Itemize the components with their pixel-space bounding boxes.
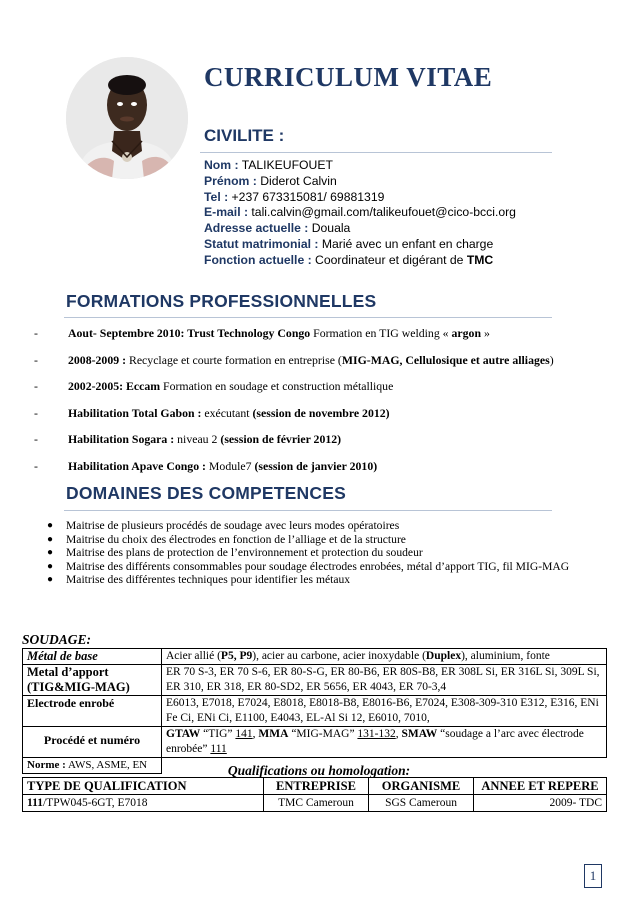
list-item: ● Maitrise de plusieurs procédés de soudage avec leurs modes opératoires [47, 519, 400, 532]
column-header: TYPE DE QUALIFICATION [23, 778, 264, 795]
document-title: CURRICULUM VITAE [204, 62, 493, 92]
civilite-email [204, 205, 516, 221]
list-item: ● Maitrise des plans de protection de l’environnement et protection du soudeur [47, 546, 423, 560]
table-row [23, 665, 607, 696]
civilite-value: Douala [308, 221, 351, 236]
civilite-label: Nom : [204, 158, 239, 172]
table-cell: Metal d’apport (TIG&MIG-MAG) [23, 665, 162, 696]
civilite-list [204, 158, 516, 269]
soudage-heading: SOUDAGE: [22, 632, 92, 647]
civilite-label: Adresse actuelle : [204, 221, 309, 236]
civilite-value: Coordinateur et digérant de [311, 252, 467, 267]
table-cell: Norme : AWS, ASME, EN [23, 758, 162, 774]
civilite-prenom [204, 174, 516, 190]
column-header: ENTREPRISE [264, 778, 369, 795]
table-cell: 2009- TDC [474, 795, 607, 812]
civilite-suffix: TMC [466, 252, 494, 267]
table-cell: Métal de base [23, 649, 162, 665]
civilite-label: Prénom : [204, 173, 257, 188]
civilite-label: E-mail : [204, 205, 249, 220]
list-item: ● Maitrise des différents consommables pour soudage électrodes enrobées, métal d’apport TIG, fil MIG-MAG [47, 559, 570, 573]
table-cell: Electrode enrobé [23, 696, 162, 727]
civilite-divider [200, 152, 552, 153]
list-item: - 2008-2009 : Recyclage et courte formation en entreprise (MIG-MAG, Cellulosique et autre alliages) [34, 352, 554, 367]
table-cell: Acier allié (P5, P9), acier au carbone, acier inoxydable (Duplex), aluminium, fonte [162, 649, 607, 665]
list-item: ● Maitrise du choix des électrodes en fonction de l’alliage et de la structure [47, 532, 406, 546]
qualifications-table [22, 777, 607, 812]
civilite-label: Tel : [204, 189, 229, 204]
table-cell: SGS Cameroun [369, 795, 474, 812]
table-header-row [23, 778, 607, 795]
formations-list [34, 326, 624, 486]
competences-divider [64, 510, 552, 511]
list-item: ● Maitrise des différentes techniques pour identifier les métaux [47, 573, 351, 587]
civilite-value: Marié avec un enfant en charge [318, 236, 494, 251]
table-cell: E6013, E7018, E7024, E8018, E8018-B8, E8016-B6, E7024, E308-309-310 E312, E316, ENi Fe Ci, ENi Ci, E1100, E4043, EL-Al Si 12, E6010, 7010, [162, 696, 607, 727]
formations-divider [64, 317, 552, 318]
table-row [23, 795, 607, 812]
table-cell: GTAW “TIG” 141, MMA “MIG-MAG” 131-132, SMAW “soudage a l’arc avec électrode enrobée” 111 [162, 727, 607, 758]
civilite-statut [204, 237, 516, 253]
page-number: 1 [584, 864, 602, 888]
list-item: - 2002-2005: Eccam Formation en soudage et construction métallique [34, 379, 394, 394]
list-item: - Aout- Septembre 2010: Trust Technology Congo Formation en TIG welding « argon » [34, 326, 490, 340]
civilite-nom [204, 158, 516, 174]
civilite-label: Statut matrimonial : [204, 236, 319, 251]
civilite-label: Fonction actuelle : [204, 252, 312, 267]
table-cell: 111/TPW045-6GT, E7018 [23, 795, 264, 812]
list-item: - Habilitation Apave Congo : Module7 (session de janvier 2010) [34, 458, 378, 473]
column-header: ANNEE ET REPERE [474, 778, 607, 795]
civilite-value: Diderot Calvin [256, 173, 337, 188]
soudage-table [22, 648, 607, 774]
table-cell: Procédé et numéro [23, 727, 162, 758]
profile-photo [66, 57, 188, 179]
email-value[interactable]: tali.calvin@gmail.com/talikeufouet@cico-bcci.org [248, 205, 516, 220]
competences-heading: DOMAINES DES COMPETENCES [66, 483, 346, 503]
civilite-adresse [204, 221, 516, 237]
civilite-tel [204, 190, 516, 206]
civilite-value: TALIKEUFOUET [238, 158, 333, 172]
civilite-value: +237 673315081/ 69881319 [228, 189, 385, 204]
list-item: - Habilitation Sogara : niveau 2 (session de février 2012) [34, 432, 342, 447]
table-cell: ER 70 S-3, ER 70 S-6, ER 80-S-G, ER 80-B6, ER 80S-B8, ER 308L Si, ER 316L Si, 309L Si, ER 310, ER 318, ER 80-SD2, ER 5656, ER 4043, ER 70-3,4 [162, 665, 607, 696]
qualifications-heading: Qualifications ou homologation: [227, 763, 411, 778]
civilite-heading: CIVILITE : [204, 126, 285, 145]
column-header: ORGANISME [369, 778, 474, 795]
table-row [23, 649, 607, 665]
civilite-fonction [204, 253, 516, 269]
list-item: - Habilitation Total Gabon : exécutant (session de novembre 2012) [34, 405, 390, 420]
table-row [23, 696, 607, 727]
formations-heading: FORMATIONS PROFESSIONNELLES [66, 291, 377, 311]
competences-list [44, 519, 604, 587]
table-cell: TMC Cameroun [264, 795, 369, 812]
table-row [23, 727, 607, 758]
